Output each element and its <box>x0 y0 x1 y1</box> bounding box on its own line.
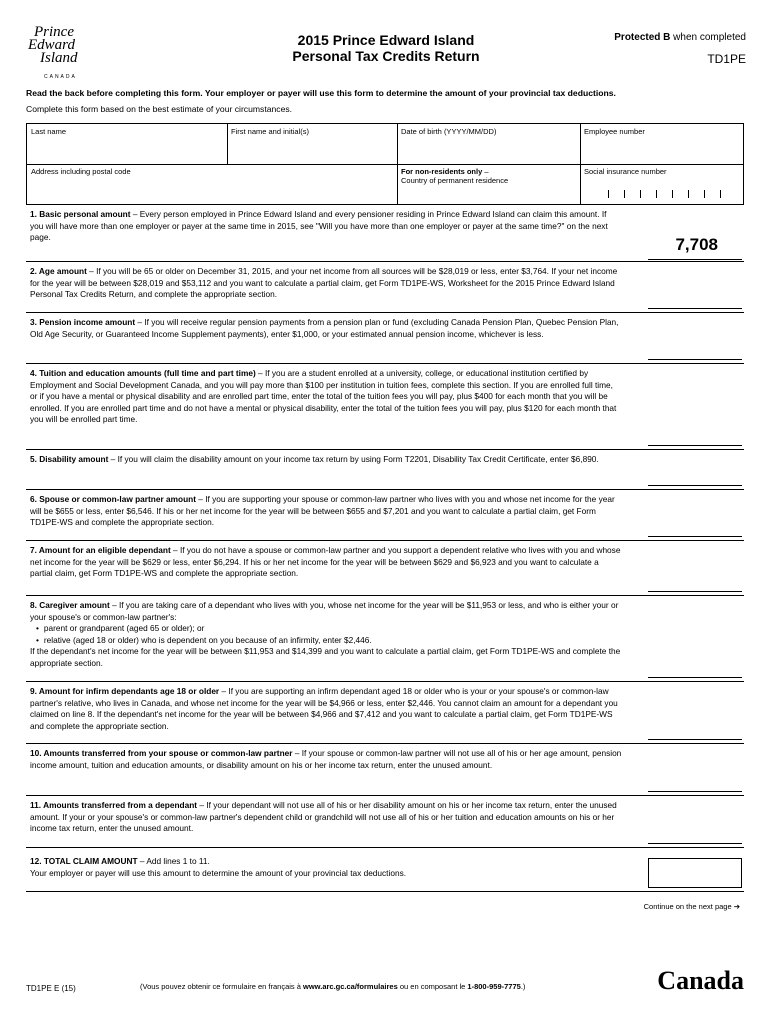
line-1-heading: 1. Basic personal amount <box>30 209 131 219</box>
line-6-spouse <box>26 490 744 541</box>
line-3-answer[interactable] <box>648 359 742 360</box>
line-11-transfer-dependant <box>26 796 744 848</box>
line-7-eligible-dependant <box>26 541 744 596</box>
nonresident-field[interactable] <box>397 164 580 204</box>
note-url[interactable]: www.arc.gc.ca/formulaires <box>303 982 398 991</box>
line-6-answer[interactable] <box>648 536 742 537</box>
line-9-infirm-dependants <box>26 682 744 744</box>
last-name-field[interactable] <box>27 124 227 164</box>
line-11-text: – If your dependant will not use all of his or her disability amount on his or her income tax return, enter the unused amount. If your or your spouse's or common-law partner's dependent child or grandchild will not use all of his or her tuition and education amounts on his or her income tax return, enter the unused amount. <box>30 800 617 833</box>
protected-label <box>614 32 746 43</box>
line-1-answer <box>648 259 742 260</box>
logo-line-edward: Edward <box>28 37 75 53</box>
continue-next-page: Continue on the next page ➔ <box>643 902 740 911</box>
line-2-age-amount <box>26 262 744 313</box>
line-4-text: – If you are a student enrolled at a university, college, or educational institution certified by Employment and Social Development Canada, and you will pay more than $100 per institution in tuition fees, complete this section. If you are enrolled full time, or if you have a mental or physical disability and are enrolled part time, enter the total of the tuition fees you will pay, plus $400 for each month that you will be enrolled. If you are enrolled part time and do not have a mental or physical disability, enter the total of the tuition fees you will pay, plus $120 for each month that you will be enrolled part time. <box>30 368 617 424</box>
protected-bold: Protected B <box>614 32 671 43</box>
title-line-2: Personal Tax Credits Return <box>292 48 480 64</box>
dob-field[interactable] <box>397 124 580 164</box>
sin-label: Social insurance number <box>584 167 667 176</box>
line-5-heading: 5. Disability amount <box>30 454 109 464</box>
line-8-bullet: • parent or grandparent (aged 65 or older); or <box>30 623 622 635</box>
line-11-heading: 11. Amounts transferred from a dependant <box>30 800 198 810</box>
line-4-tuition <box>26 364 744 450</box>
protected-rest: when completed <box>670 32 746 43</box>
page-title <box>256 32 516 64</box>
note-middle: ou en composant le <box>397 982 468 991</box>
line-3-pension <box>26 313 744 364</box>
line-8-bullets <box>30 623 622 646</box>
title-line-1: 2015 Prince Edward Island <box>297 32 475 48</box>
intro-instructions: Read the back before completing this form. Your employer or payer will use this form to determine the amount of your provincial tax deductions. <box>26 88 616 98</box>
line-10-text: – If your spouse or common-law partner will not use all of his or her age amount, pension income amount, tuition and education amounts, or disability amount on his or her income tax return, enter the unused amount. <box>30 748 622 770</box>
sin-tick <box>656 190 657 198</box>
line-6-text: – If you are supporting your spouse or common-law partner who lives with you and whose net income for the year will be $655 or less, enter $6,546. If his or her net income for the year will be between $655 and $7,201 and you want to calculate a partial claim, get Form TD1PE-WS and complete the appropriate section. <box>30 494 615 527</box>
note-phone: 1-800-959-7775 <box>467 982 521 991</box>
footer-form-code: TD1PE E (15) <box>26 984 76 993</box>
employee-number-field[interactable] <box>580 124 743 164</box>
identification-grid <box>26 123 744 205</box>
line-1-basic-personal <box>26 205 744 262</box>
sin-tick <box>624 190 625 198</box>
line-8-heading: 8. Caregiver amount <box>30 600 110 610</box>
line-3-text: – If you will receive regular pension payments from a pension plan or fund (excluding Canada Pension Plan, Quebec Pension Plan, Old Age Security, or Guaranteed Income Supplement payments), enter $1,000, or your estimated annual pension income, whichever is less. <box>30 317 619 339</box>
first-name-label: First name and initial(s) <box>231 127 309 136</box>
canada-wordmark: Canada <box>657 966 744 995</box>
footer-french-note <box>140 982 525 991</box>
logo-line-prince: Prince <box>34 24 74 40</box>
line-5-text: – If you will claim the disability amount on your income tax return by using Form T2201, Disability Tax Credit Certificate, enter $6,890. <box>108 454 599 464</box>
line-9-heading: 9. Amount for infirm dependants age 18 or older <box>30 686 220 696</box>
total-claim-box[interactable] <box>648 858 742 888</box>
nonresident-bold: For non-residents only <box>401 167 483 176</box>
sin-tick <box>672 190 673 198</box>
note-prefix: (Vous pouvez obtenir ce formulaire en français à <box>140 982 304 991</box>
form-code: TD1PE <box>707 52 746 66</box>
line-9-answer[interactable] <box>648 739 742 740</box>
first-name-field[interactable] <box>227 124 397 164</box>
line-10-heading: 10. Amounts transferred from your spouse or common-law partner <box>30 748 293 758</box>
line-12-total-claim <box>26 848 744 892</box>
sin-tick <box>608 190 609 198</box>
line-7-answer[interactable] <box>648 591 742 592</box>
address-field[interactable] <box>27 164 397 204</box>
line-12-tail: Your employer or payer will use this amount to determine the amount of your provincial tax deductions. <box>30 867 407 878</box>
line-8-tail: If the dependant's net income for the year will be between $11,953 and $14,399 and you want to calculate a partial claim, get Form TD1PE-WS and complete the appropriate section. <box>30 646 621 668</box>
line-1-text: – Every person employed in Prince Edward Island and every pensioner residing in Prince Edward Island can claim this amount. If you will have more than one employer or payer at the same time in 2015, see "Will you have more than one employer or payer at the same time?" on the next page. <box>30 209 608 242</box>
line-10-transfer-spouse <box>26 744 744 796</box>
line-5-disability <box>26 450 744 490</box>
intro-note: Complete this form based on the best estimate of your circumstances. <box>26 104 293 114</box>
line-8-caregiver <box>26 596 744 682</box>
line-5-answer[interactable] <box>648 485 742 486</box>
line-11-answer[interactable] <box>648 843 742 844</box>
line-7-text: – If you do not have a spouse or common-law partner and you support a dependent relative who lives with you and whose net income for the year will be $629 or less, enter $6,294. If his or her net income for the year will be between $629 and $6,923 and you want to calculate a partial claim, get Form TD1PE-WS and complete the appropriate section. <box>30 545 621 578</box>
pei-logo <box>26 26 104 78</box>
line-10-answer[interactable] <box>648 791 742 792</box>
line-2-answer[interactable] <box>648 308 742 309</box>
form-header <box>26 22 746 82</box>
line-12-text: – Add lines 1 to 11. <box>137 856 210 866</box>
line-1-amount[interactable]: 7,708 <box>675 235 718 254</box>
sin-tick <box>640 190 641 198</box>
line-3-heading: 3. Pension income amount <box>30 317 136 327</box>
sin-tick <box>688 190 689 198</box>
line-8-bullet: • relative (aged 18 or older) who is dependent on you because of an infirmity, enter $2,446. <box>30 635 622 647</box>
line-6-heading: 6. Spouse or common-law partner amount <box>30 494 196 504</box>
sin-tick <box>704 190 705 198</box>
nonresident-sub: Country of permanent residence <box>401 176 509 185</box>
line-4-answer[interactable] <box>648 445 742 446</box>
dob-label: Date of birth (YYYY/MM/DD) <box>401 127 497 136</box>
logo-sub: CANADA <box>44 74 77 80</box>
nonresident-dash: – <box>482 167 489 176</box>
sin-tick <box>720 190 721 198</box>
line-7-heading: 7. Amount for an eligible dependant <box>30 545 171 555</box>
sin-field[interactable] <box>580 164 743 204</box>
line-8-text: – If you are taking care of a dependant who lives with you, whose net income for the year will be $11,953 or less, and who is either your or your spouse's or common-law partner's: <box>30 600 619 622</box>
employee-number-label: Employee number <box>584 127 645 136</box>
line-2-heading: 2. Age amount <box>30 266 87 276</box>
note-end: .) <box>520 982 526 991</box>
line-9-text: – If you are supporting an infirm dependant aged 18 or older who is your or your spouse's or common-law partner's relative, who lives in Canada, and whose net income for the year will be $4,966 or less, enter $2,446. You cannot claim an amount for a dependant you claimed on line 8. If the dependant's net income for the year will be between $4,966 and $7,412 and you want to calculate a partial claim, get Form TD1PE-WS and complete the appropriate section. <box>30 686 618 731</box>
address-label: Address including postal code <box>31 167 131 176</box>
logo-line-island: Island <box>40 50 78 66</box>
line-8-answer[interactable] <box>648 677 742 678</box>
line-2-text: – If you will be 65 or older on December 31, 2015, and your net income from all sources will be $28,019 or less, enter $3,764. If your net income for the year will be between $28,019 and $53,112 and you want to calculate a partial claim, get Form TD1PE-WS, Worksheet for the 2015 Prince Edward Island Personal Tax Credits Return, and complete the appropriate section. <box>30 266 618 299</box>
line-4-heading: 4. Tuition and education amounts (full time and part time) <box>30 368 256 378</box>
line-12-heading: 12. TOTAL CLAIM AMOUNT <box>30 856 138 866</box>
last-name-label: Last name <box>31 127 67 136</box>
